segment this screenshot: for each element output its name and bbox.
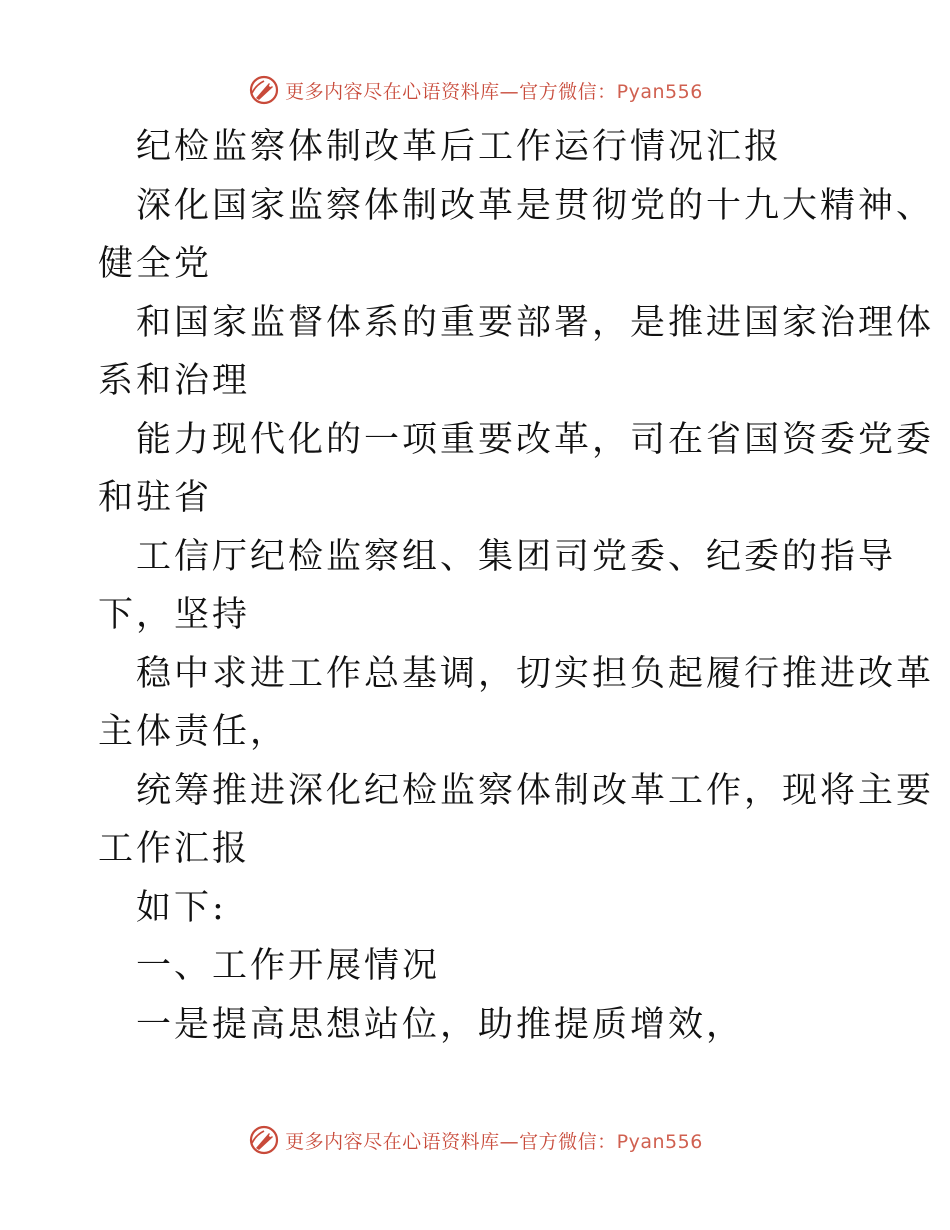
document-body bbox=[98, 118, 935, 1054]
paragraph-line: 工作汇报 bbox=[98, 829, 251, 869]
paragraph-line: 工信厅纪检监察组、集团司党委、纪委的指导 bbox=[136, 536, 897, 577]
watermark-text: 更多内容尽在心语资料库—官方微信：Pyan556 bbox=[285, 80, 703, 103]
paragraph-line: 能力现代化的一项重要改革，司在省国资委党委 bbox=[136, 419, 935, 460]
paragraph-line: 健全党 bbox=[98, 244, 213, 284]
paragraph-line: 系和治理 bbox=[98, 361, 251, 401]
document-title: 纪检监察体制改革后工作运行情况汇报 bbox=[136, 127, 783, 167]
paragraph-line: 一是提高思想站位，助推提质增效， bbox=[136, 1004, 745, 1045]
paragraph-line: 和国家监督体系的重要部署，是推进国家治理体 bbox=[136, 302, 935, 343]
paragraph-line: 深化国家监察体制改革是贯彻党的十九大精神、 bbox=[136, 185, 935, 226]
pen-nib-logo-icon bbox=[247, 73, 281, 107]
paragraph-line: 和驻省 bbox=[98, 478, 213, 518]
paragraph-line: 如下: bbox=[136, 887, 227, 928]
footer-watermark bbox=[0, 1120, 950, 1160]
paragraph-line: 主体责任， bbox=[98, 712, 289, 752]
header-watermark bbox=[0, 70, 950, 110]
watermark-text: 更多内容尽在心语资料库—官方微信：Pyan556 bbox=[285, 1130, 703, 1153]
paragraph-line: 下，坚持 bbox=[98, 595, 251, 635]
section-heading: 一、工作开展情况 bbox=[136, 946, 441, 986]
paragraph-line: 统筹推进深化纪检监察体制改革工作，现将主要 bbox=[136, 770, 935, 811]
pen-nib-logo-icon bbox=[247, 1123, 281, 1157]
paragraph-line: 稳中求进工作总基调，切实担负起履行推进改革 bbox=[136, 653, 935, 694]
